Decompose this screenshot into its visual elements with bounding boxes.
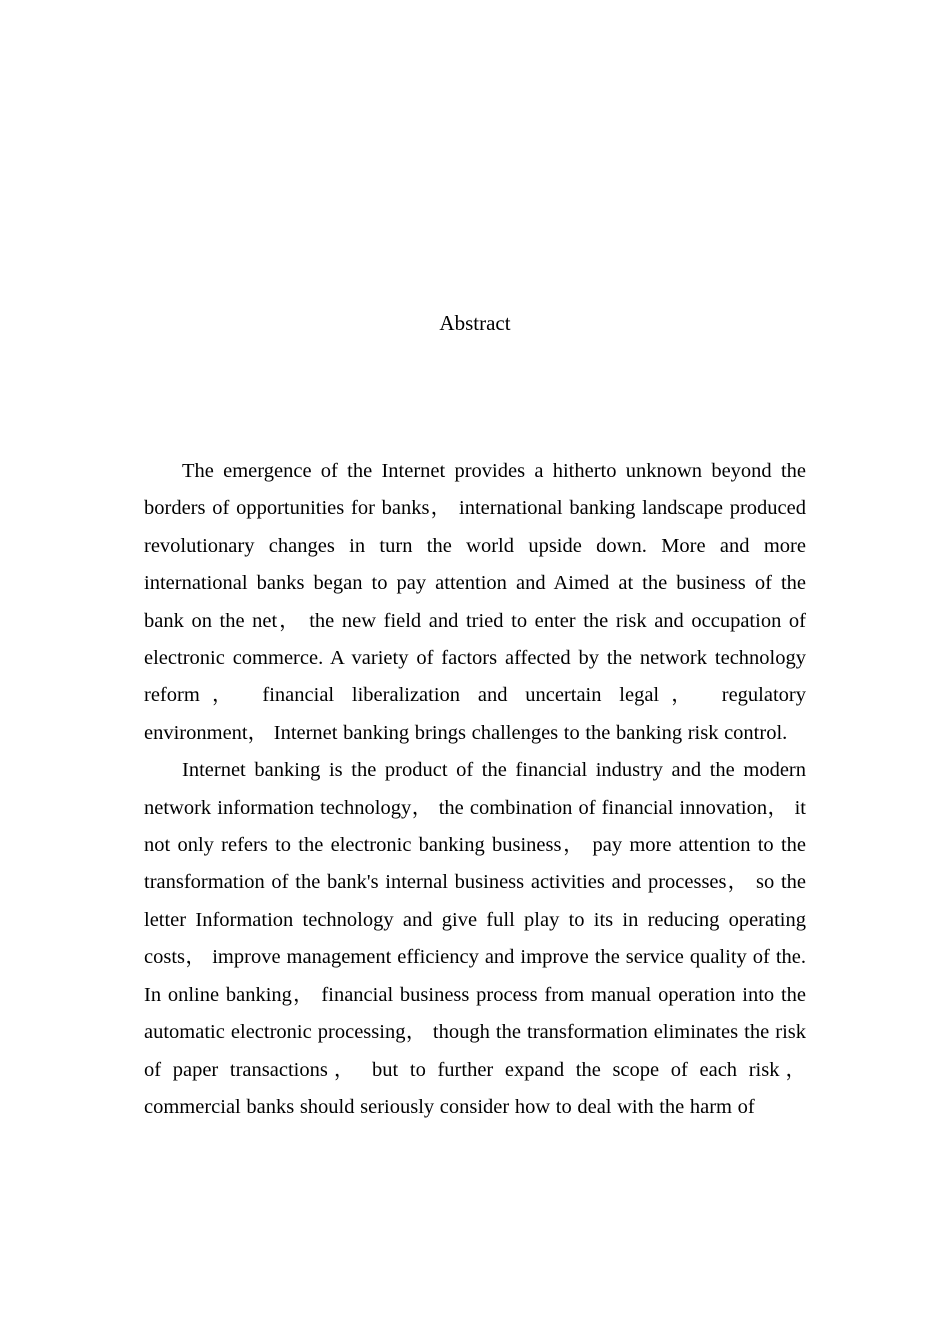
page-title: Abstract (439, 311, 511, 335)
abstract-body (144, 453, 806, 1126)
abstract-paragraph-2: Internet banking is the product of the financial industry and the modern network information technology， the combination of financial innovation， it not only refers to the electronic banking business， pay more attention to the transformation of the bank's internal business activities and processes， so the letter Information technology and give full play to its in reducing operating costs， improve management efficiency and improve the service quality of the. In online banking， financial business process from manual operation into the automatic electronic processing， though the transformation eliminates the risk of paper transactions， but to further expand the scope of each risk， commercial banks should seriously consider how to deal with the harm of (144, 759, 806, 1118)
abstract-paragraph-1: The emergence of the Internet provides a hitherto unknown beyond the borders of opportunities for banks， international banking landscape produced revolutionary changes in turn the world upside down. More and more international banks began to pay attention and Aimed at the business of the bank on the net， the new field and tried to enter the risk and occupation of electronic commerce. A variety of factors affected by the network technology reform， financial liberalization and uncertain legal， regulatory environment， Internet banking brings challenges to the banking risk control. (144, 460, 806, 744)
